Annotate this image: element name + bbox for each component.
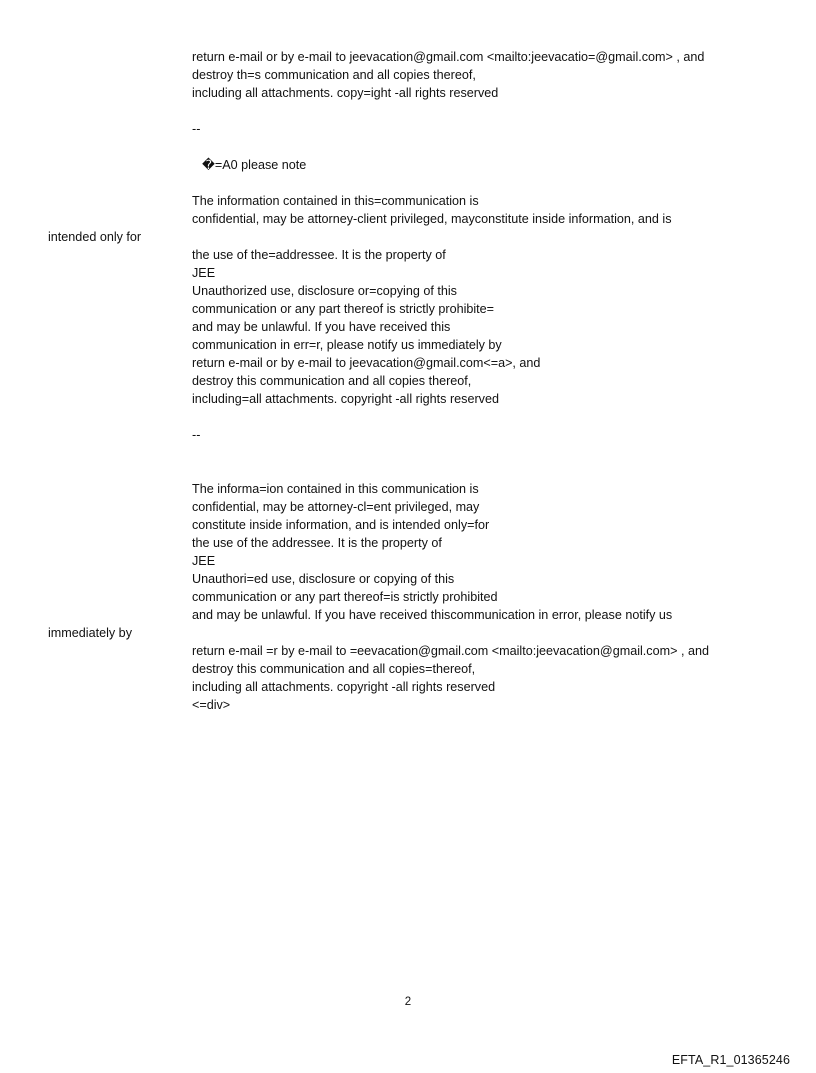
wrapped-margin-line: intended only for bbox=[48, 230, 142, 244]
text-line: communication or any part thereof is strictly prohibite= bbox=[192, 302, 495, 316]
text-line: confidential, may be attorney-cl=ent privileged, may bbox=[192, 500, 480, 514]
note-line: �=A0 please note bbox=[202, 158, 307, 172]
text-line: the use of the=addressee. It is the property of bbox=[192, 248, 446, 262]
text-line: return e-mail =r by e-mail to =eevacation@gmail.com <mailto:jeevacation@gmail.com> , and bbox=[192, 644, 709, 658]
text-line: the use of the addressee. It is the property of bbox=[192, 536, 442, 550]
wrapped-margin-line: immediately by bbox=[48, 626, 132, 640]
separator: -- bbox=[192, 428, 201, 442]
text-line: confidential, may be attorney-client privileged, mayconstitute inside information, and is bbox=[192, 212, 672, 226]
text-line: <=div> bbox=[192, 698, 231, 712]
document-id: EFTA_R1_01365246 bbox=[671, 1053, 790, 1067]
text-line: Unauthorized use, disclosure or=copying of this bbox=[192, 284, 457, 298]
text-line: including all attachments. copy=ight -all rights reserved bbox=[192, 86, 499, 100]
text-line: and may be unlawful. If you have received thiscommunication in error, please notify us bbox=[192, 608, 673, 622]
text-line: return e-mail or by e-mail to jeevacation@gmail.com<=a>, and bbox=[192, 356, 541, 370]
text-line: and may be unlawful. If you have received this bbox=[192, 320, 451, 334]
separator: -- bbox=[192, 122, 201, 136]
text-line: The information contained in this=communication is bbox=[192, 194, 479, 208]
text-line: destroy th=s communication and all copies thereof, bbox=[192, 68, 476, 82]
text-line: including=all attachments. copyright -all rights reserved bbox=[192, 392, 499, 406]
text-line: JEE bbox=[192, 266, 216, 280]
text-line: JEE bbox=[192, 554, 216, 568]
text-line: constitute inside information, and is intended only=for bbox=[192, 518, 490, 532]
text-line: return e-mail or by e-mail to jeevacation@gmail.com <mailto:jeevacatio=@gmail.com> , and bbox=[192, 50, 705, 64]
text-line: destroy this communication and all copies thereof, bbox=[192, 374, 472, 388]
text-line: communication in err=r, please notify us immediately by bbox=[192, 338, 502, 352]
text-line: The informa=ion contained in this communication is bbox=[192, 482, 479, 496]
text-line: destroy this communication and all copies=thereof, bbox=[192, 662, 476, 676]
text-line: communication or any part thereof=is strictly prohibited bbox=[192, 590, 498, 604]
page-number: 2 bbox=[404, 996, 412, 1008]
text-line: including all attachments. copyright -all rights reserved bbox=[192, 680, 496, 694]
text-line: Unauthori=ed use, disclosure or copying of this bbox=[192, 572, 455, 586]
